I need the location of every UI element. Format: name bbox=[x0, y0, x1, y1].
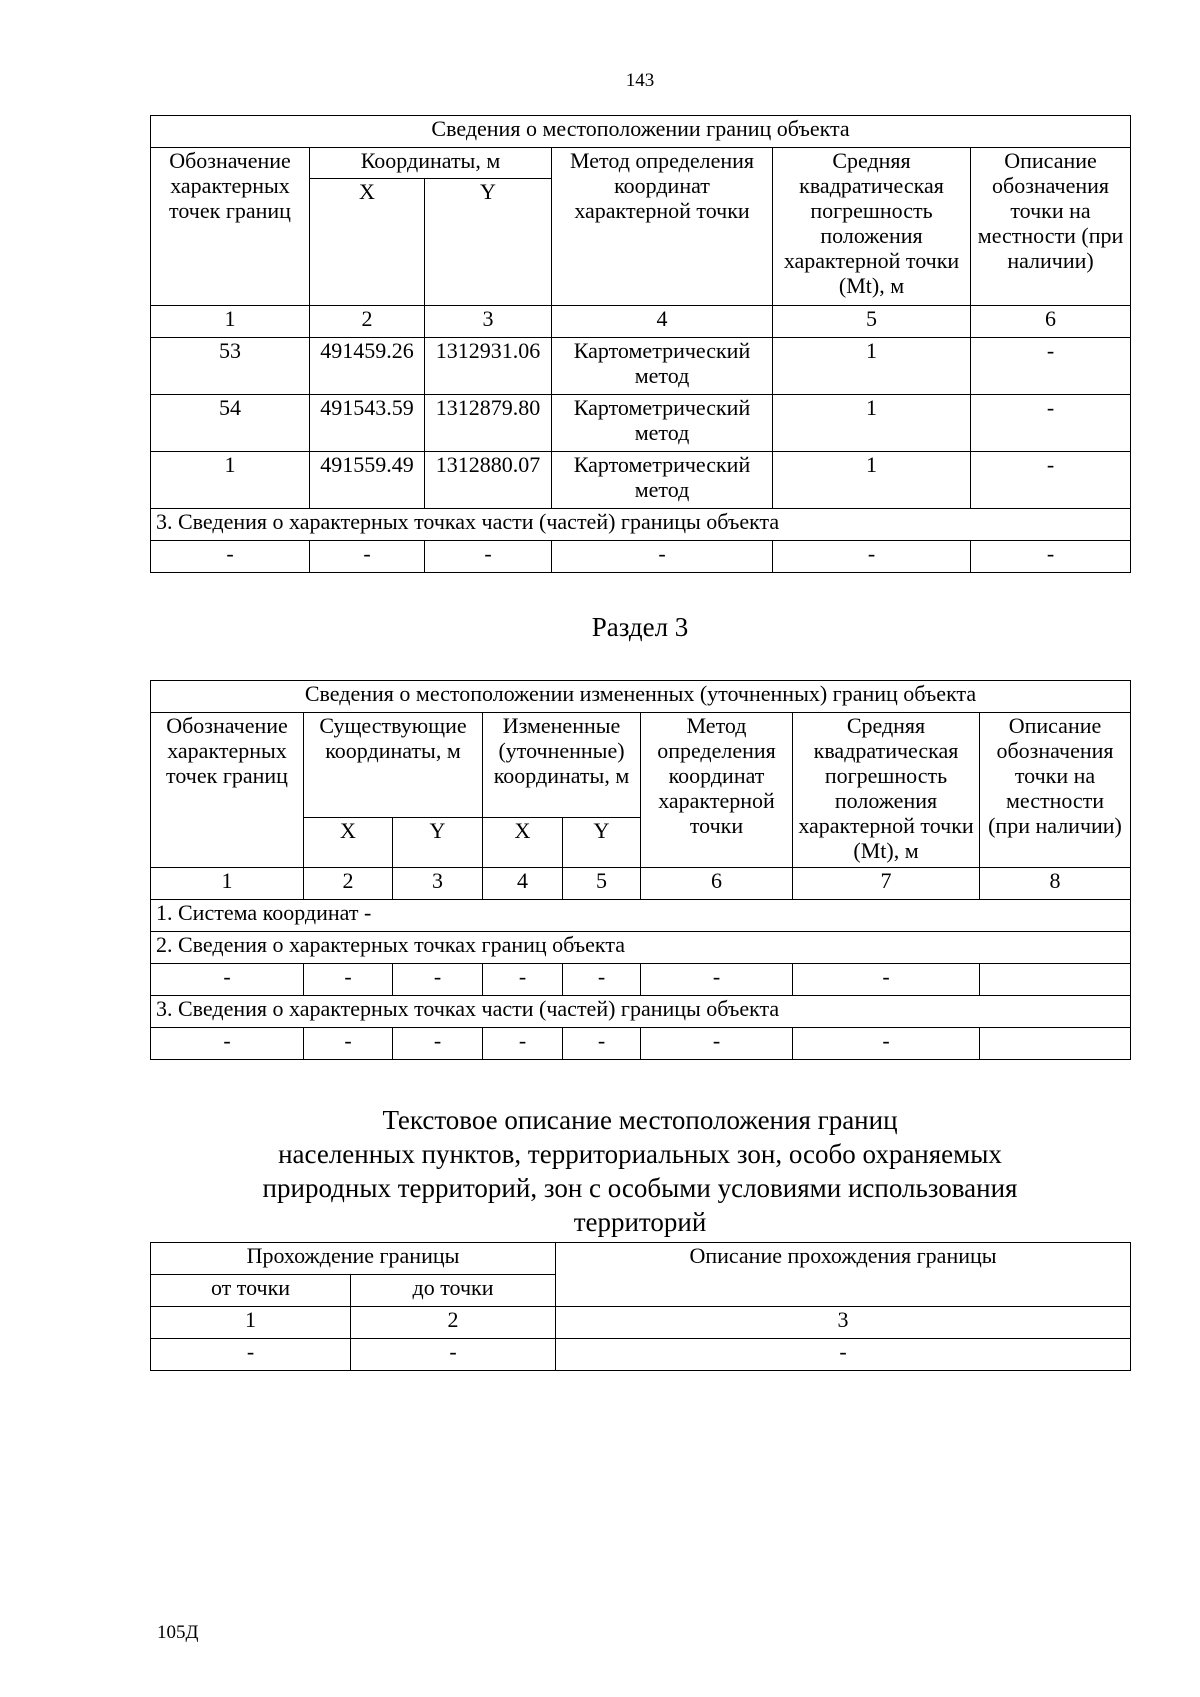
y-cell: 1312879.80 bbox=[425, 395, 552, 452]
table-title: Сведения о местоположении измененных (уточненных) границ объекта bbox=[151, 681, 1131, 713]
header-existing-coords: Существующие координаты, м bbox=[304, 713, 483, 818]
column-number: 7 bbox=[793, 868, 980, 900]
column-number: 6 bbox=[971, 306, 1131, 338]
column-number: 6 bbox=[641, 868, 793, 900]
header-y: Y bbox=[425, 179, 552, 306]
heading-line: территорий bbox=[573, 1207, 707, 1237]
method-cell: Картометрический метод bbox=[552, 452, 773, 509]
column-numbers-row bbox=[151, 868, 1131, 900]
column-number: 1 bbox=[151, 306, 310, 338]
header-method: Метод определения координат характерной точки bbox=[552, 148, 773, 306]
empty-cell bbox=[980, 1028, 1131, 1060]
point-cell: 1 bbox=[151, 452, 310, 509]
table-row bbox=[151, 452, 1131, 509]
heading-line: населенных пунктов, территориальных зон, особо охраняемых bbox=[278, 1139, 1002, 1169]
description-cell: - bbox=[971, 338, 1131, 395]
header-from-point: от точки bbox=[151, 1275, 351, 1307]
header-y: Y bbox=[393, 818, 483, 868]
header-error: Средняя квадратическая погрешность положения характерной точки (Mt), м bbox=[793, 713, 980, 868]
header-y-changed: Y bbox=[563, 818, 641, 868]
column-numbers-row bbox=[151, 1307, 1131, 1339]
empty-cell: - bbox=[793, 1028, 980, 1060]
empty-cell: - bbox=[563, 1028, 641, 1060]
column-number: 8 bbox=[980, 868, 1131, 900]
heading-line: природных территорий, зон с особыми условиями использования bbox=[262, 1173, 1018, 1203]
boundary-location-table bbox=[150, 115, 1131, 573]
y-cell: 1312880.07 bbox=[425, 452, 552, 509]
table-row bbox=[151, 1028, 1131, 1060]
header-method: Метод определения координат характерной точки bbox=[641, 713, 793, 868]
table-row bbox=[151, 338, 1131, 395]
header-error: Средняя квадратическая погрешность положения характерной точки (Mt), м bbox=[773, 148, 971, 306]
header-x: X bbox=[304, 818, 393, 868]
column-number: 2 bbox=[351, 1307, 556, 1339]
column-number: 1 bbox=[151, 1307, 351, 1339]
column-number: 1 bbox=[151, 868, 304, 900]
x-cell: 491459.26 bbox=[310, 338, 425, 395]
x-cell: 491543.59 bbox=[310, 395, 425, 452]
empty-cell: - bbox=[304, 964, 393, 996]
empty-cell: - bbox=[563, 964, 641, 996]
header-coords: Координаты, м bbox=[310, 148, 552, 179]
empty-cell: - bbox=[393, 964, 483, 996]
empty-cell: - bbox=[641, 964, 793, 996]
section-2-header: 2. Сведения о характерных точках границ объекта bbox=[151, 932, 1131, 964]
table-title: Сведения о местоположении границ объекта bbox=[151, 116, 1131, 148]
empty-cell: - bbox=[151, 1339, 351, 1371]
footer-code: 105Д bbox=[157, 1622, 199, 1643]
section-1-header: 1. Система координат - bbox=[151, 900, 1131, 932]
empty-cell: - bbox=[151, 964, 304, 996]
table-row bbox=[151, 1339, 1131, 1371]
column-number: 3 bbox=[556, 1307, 1131, 1339]
section-3-header: 3. Сведения о характерных точках части (частей) границы объекта bbox=[151, 996, 1131, 1028]
empty-cell: - bbox=[793, 964, 980, 996]
empty-cell: - bbox=[552, 541, 773, 573]
header-passage-description: Описание прохождения границы bbox=[556, 1243, 1131, 1307]
header-to-point: до точки bbox=[351, 1275, 556, 1307]
text-description-heading bbox=[170, 1103, 1110, 1239]
empty-cell: - bbox=[971, 541, 1131, 573]
column-number: 4 bbox=[483, 868, 563, 900]
header-x: X bbox=[310, 179, 425, 306]
error-cell: 1 bbox=[773, 452, 971, 509]
column-number: 2 bbox=[310, 306, 425, 338]
empty-cell: - bbox=[151, 541, 310, 573]
empty-cell: - bbox=[151, 1028, 304, 1060]
header-description: Описание обозначения точки на местности (при наличии) bbox=[980, 713, 1131, 868]
description-cell: - bbox=[971, 395, 1131, 452]
header-changed-coords: Измененные (уточненные) координаты, м bbox=[483, 713, 641, 818]
empty-cell: - bbox=[483, 964, 563, 996]
y-cell: 1312931.06 bbox=[425, 338, 552, 395]
table-row bbox=[151, 541, 1131, 573]
column-number: 5 bbox=[563, 868, 641, 900]
empty-cell: - bbox=[304, 1028, 393, 1060]
point-cell: 53 bbox=[151, 338, 310, 395]
section-heading: Раздел 3 bbox=[591, 612, 689, 642]
description-cell: - bbox=[971, 452, 1131, 509]
empty-cell: - bbox=[310, 541, 425, 573]
empty-cell: - bbox=[425, 541, 552, 573]
table-row bbox=[151, 964, 1131, 996]
error-cell: 1 bbox=[773, 338, 971, 395]
column-number: 2 bbox=[304, 868, 393, 900]
header-description: Описание обозначения точки на местности (при наличии) bbox=[971, 148, 1131, 306]
column-number: 5 bbox=[773, 306, 971, 338]
header-passage: Прохождение границы bbox=[151, 1243, 556, 1275]
empty-cell: - bbox=[641, 1028, 793, 1060]
page-number: 143 bbox=[625, 70, 655, 91]
section-3-header: 3. Сведения о характерных точках части (частей) границы объекта bbox=[151, 509, 1131, 541]
point-cell: 54 bbox=[151, 395, 310, 452]
empty-cell: - bbox=[351, 1339, 556, 1371]
heading-line: Текстовое описание местоположения границ bbox=[382, 1105, 898, 1135]
table-row bbox=[151, 395, 1131, 452]
header-point: Обозначение характерных точек границ bbox=[151, 148, 310, 306]
empty-cell: - bbox=[393, 1028, 483, 1060]
header-point: Обозначение характерных точек границ bbox=[151, 713, 304, 868]
column-numbers-row bbox=[151, 306, 1131, 338]
column-number: 3 bbox=[425, 306, 552, 338]
method-cell: Картометрический метод bbox=[552, 395, 773, 452]
empty-cell: - bbox=[483, 1028, 563, 1060]
method-cell: Картометрический метод bbox=[552, 338, 773, 395]
column-number: 4 bbox=[552, 306, 773, 338]
error-cell: 1 bbox=[773, 395, 971, 452]
column-number: 3 bbox=[393, 868, 483, 900]
x-cell: 491559.49 bbox=[310, 452, 425, 509]
empty-cell: - bbox=[556, 1339, 1131, 1371]
boundary-passage-table bbox=[150, 1242, 1131, 1371]
empty-cell bbox=[980, 964, 1131, 996]
header-x-changed: X bbox=[483, 818, 563, 868]
changed-boundary-table bbox=[150, 680, 1131, 1060]
empty-cell: - bbox=[773, 541, 971, 573]
